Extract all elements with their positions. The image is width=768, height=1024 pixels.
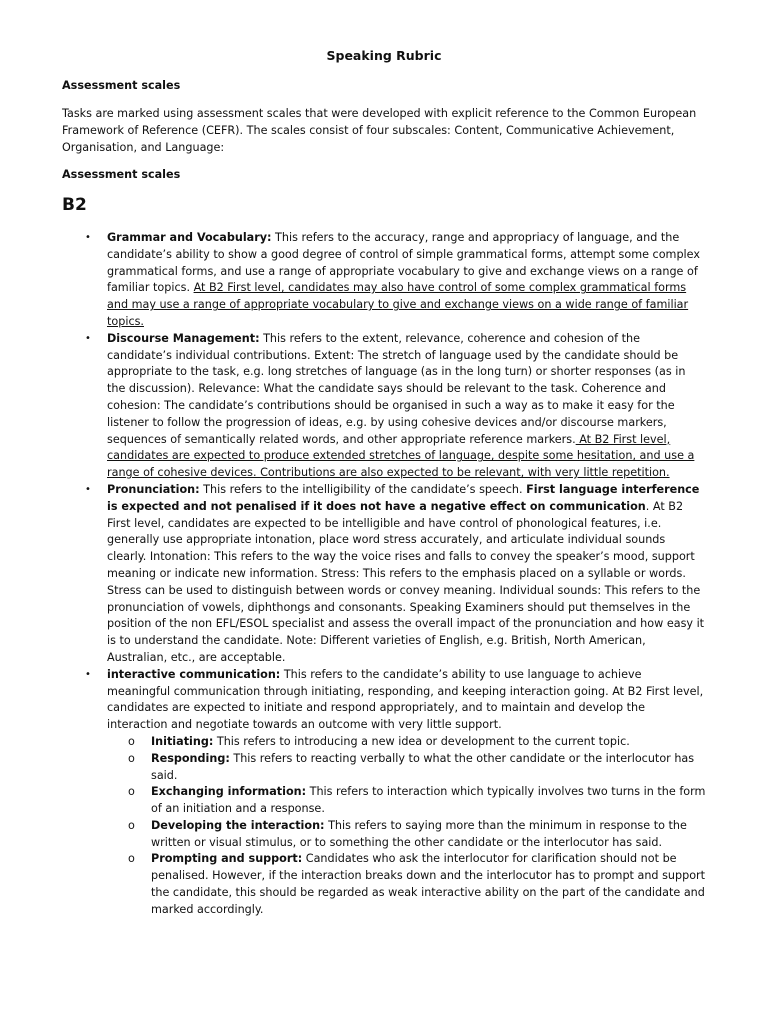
criterion-label: Discourse Management: xyxy=(107,331,260,345)
sub-criterion-label: Responding: xyxy=(151,751,230,765)
intro-paragraph: Tasks are marked using assessment scales that were developed with explicit reference to the Common European Framework of Reference (CEFR). The scales consist of four subscales: Content, Communicative Achievement, Organisation, and Language: xyxy=(62,107,697,154)
sub-criterion-developing-interaction xyxy=(128,818,707,852)
sub-criterion-text: This refers to reacting verbally to what the other candidate or the interlocutor has said. xyxy=(151,751,695,782)
circle-bullet-icon: o xyxy=(128,852,135,866)
bullet-icon: • xyxy=(85,668,91,680)
criterion-label: Grammar and Vocabulary: xyxy=(107,231,272,244)
bullet-icon: • xyxy=(85,483,91,495)
sub-criterion-label: Exchanging information: xyxy=(151,785,307,799)
bullet-icon: • xyxy=(85,332,91,344)
sub-criterion-label: Developing the interaction: xyxy=(151,818,325,832)
criterion-bold-text: First language interference is expected and not penalised if it does not have a negative effect on communication xyxy=(107,482,700,513)
sub-criteria-list xyxy=(107,734,707,919)
criteria-list xyxy=(85,230,707,919)
sub-criterion-exchanging-information xyxy=(128,784,707,818)
circle-bullet-icon: o xyxy=(128,734,135,748)
criterion-discourse-management xyxy=(85,331,707,482)
criterion-text-continued: . At B2 First level, candidates are expected to be intelligible and have control of phonological features, i.e. generally use appropriate intonation, place word stress accurately, and articulate individual sounds clearly. Intonation: This refers to the way the voice rises and falls to convey the speaker’s mood, support meaning or indicate new information. Stress: This refers to the emphasis placed on a syllable or words. Stress can be used to distinguish between words or convey meaning. Individual sounds: This refers to the pronunciation of vowels, diphthongs and consonants. Speaking Examiners should put themselves in the position of the non EFL/ESOL specialist and assess the overall impact of the pronunciation and how easy it is to understand the candidate. Note: Different varieties of English, e.g. British, North American, Australian, etc., are acceptable. xyxy=(107,499,705,664)
sub-criterion-responding xyxy=(128,751,707,785)
sub-criterion-label: Initiating: xyxy=(151,734,214,748)
page-title: Speaking Rubric xyxy=(326,48,442,63)
sub-criterion-initiating xyxy=(128,734,707,751)
circle-bullet-icon: o xyxy=(128,751,135,765)
sub-criterion-text: This refers to interaction which typically involves two turns in the form of an initiation and a response. xyxy=(151,785,706,816)
sub-criterion-text: Candidates who ask the interlocutor for clarification should not be penalised. However, if the interaction breaks down and the interlocutor has to prompt and support the candidate, this should be regarded as weak interactive ability on the part of the candidate and marked accordingly. xyxy=(151,852,706,916)
criterion-grammar-vocabulary xyxy=(85,230,707,331)
level-heading: B2 xyxy=(62,195,87,215)
criterion-interactive-communication xyxy=(85,667,707,919)
sub-criterion-label: Prompting and support: xyxy=(151,852,303,866)
criterion-text: This refers to the intelligibility of the candidate’s speech. xyxy=(199,482,527,496)
sub-criterion-text: This refers to saying more than the minimum in response to the written or visual stimulus, or to something the other candidate or the interlocutor has said. xyxy=(151,818,687,849)
criterion-underline-text: At B2 First level, candidates are expected to produce extended stretches of language, despite some hesitation, and use a range of cohesive devices. Contributions are also expected to be relevant, with very little repetition. xyxy=(107,432,695,480)
circle-bullet-icon: o xyxy=(128,785,135,799)
section-heading-assessment-scales-2: Assessment scales xyxy=(62,168,181,181)
bullet-icon: • xyxy=(85,232,91,243)
criterion-text: This refers to the candidate’s ability to use language to achieve meaningful communication through initiating, responding, and keeping interaction going. At B2 First level, candidates are expected to initiate and respond appropriately, and to maintain and develop the interaction and negotiate towards an outcome with very little support. xyxy=(107,667,704,732)
criterion-pronunciation xyxy=(85,482,707,667)
criterion-underline-text: At B2 First level, candidates may also have control of some complex grammatical forms and may use a range of appropriate vocabulary to give and exchange views on a wide range of familiar topics. xyxy=(107,281,689,328)
criterion-text: This refers to the extent, relevance, coherence and cohesion of the candidate’s individual contributions. Extent: The stretch of language used by the candidate should be appropriate to the task, e.g. long stretches of language (as in the long turn) or shorter responses (as in the discussion). Relevance: What the candidate says should be relevant to the task. Coherence and cohesion: The candidate’s contributions should be organised in such a way as to make it easy for the listener to follow the progression of ideas, e.g. by using cohesive devices and/or discourse markers, sequences of semantically related words, and other appropriate reference markers. xyxy=(107,331,686,446)
sub-criterion-prompting-support xyxy=(128,851,707,918)
criterion-label: Pronunciation: xyxy=(107,482,200,496)
criterion-label: interactive communication: xyxy=(107,667,281,681)
criterion-text: This refers to the accuracy, range and appropriacy of language, and the candidate’s ability to show a good degree of control of simple grammatical forms, attempt some complex grammatical forms, and use a range of appropriate vocabulary to give and exchange views on a range of familiar topics. xyxy=(107,231,700,295)
circle-bullet-icon: o xyxy=(128,818,135,832)
sub-criterion-text: This refers to introducing a new idea or development to the current topic. xyxy=(213,734,630,748)
section-heading-assessment-scales: Assessment scales xyxy=(62,79,181,92)
